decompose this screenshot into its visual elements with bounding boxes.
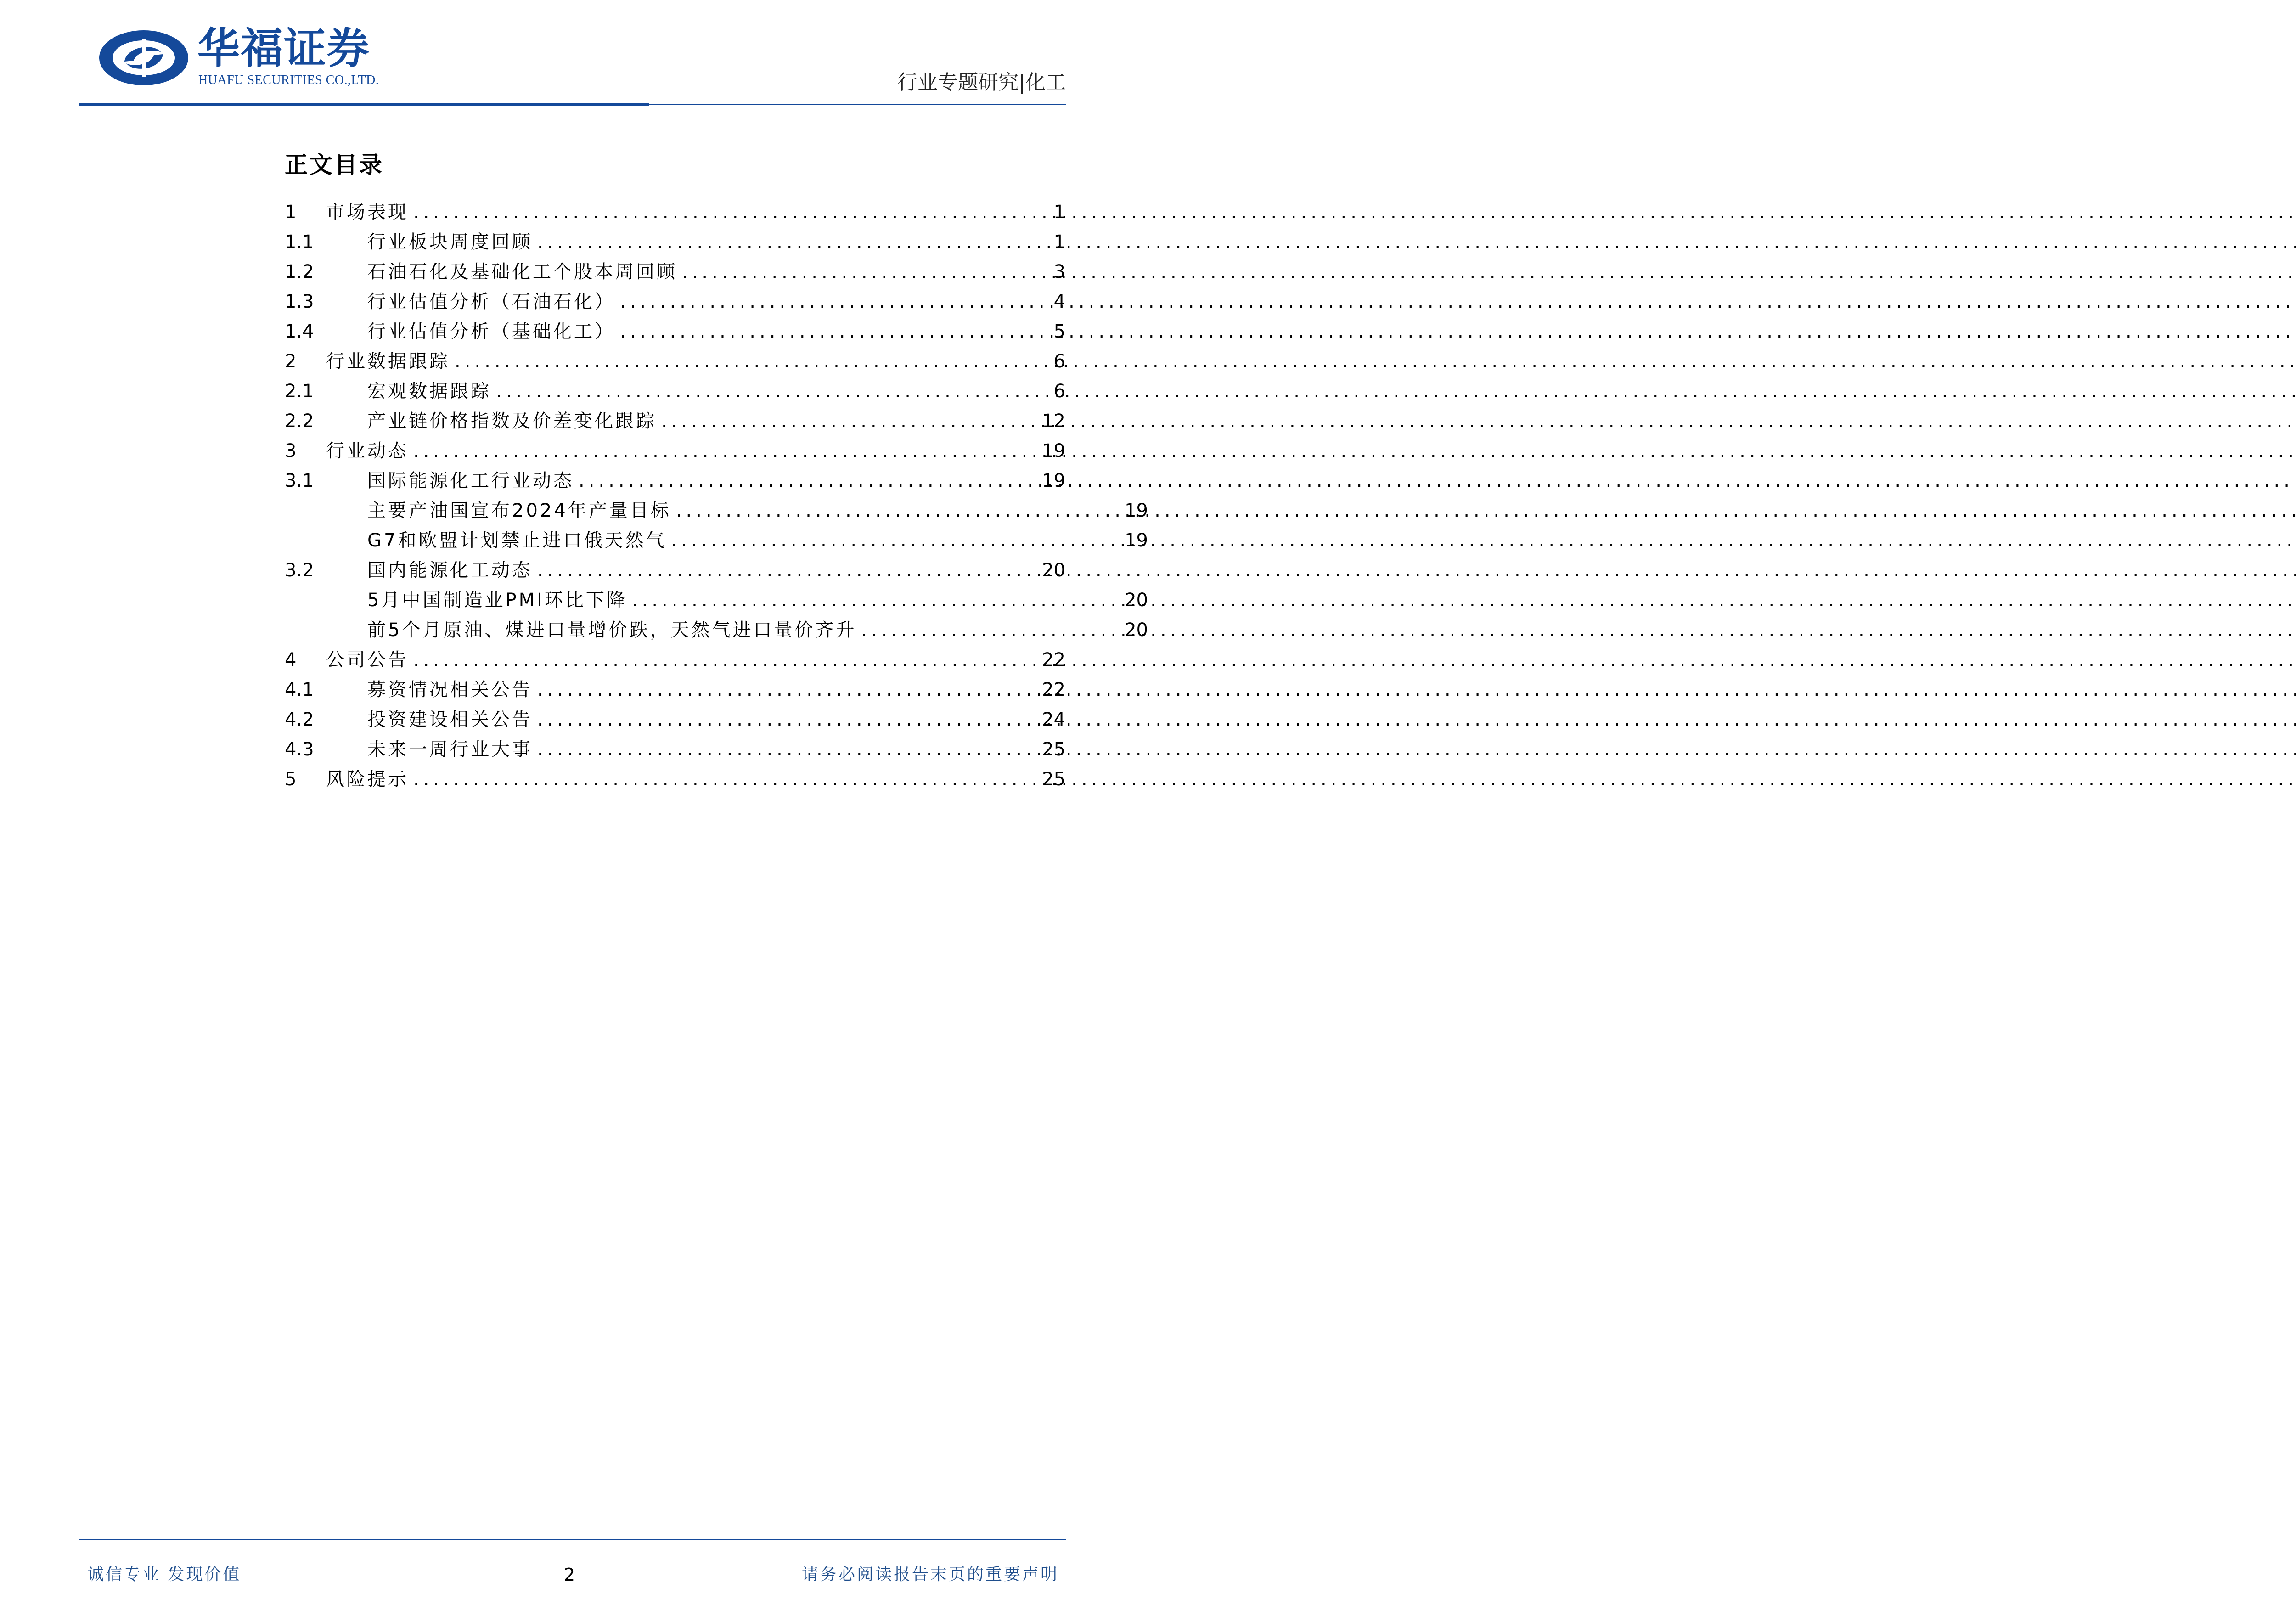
toc-entry-number: 4 bbox=[285, 649, 297, 670]
toc-entry[interactable] bbox=[285, 287, 1065, 317]
toc-entry-page: 1 bbox=[1053, 202, 1065, 223]
toc-entry-number: 1.2 bbox=[285, 261, 314, 282]
toc-leader-dots bbox=[455, 347, 1049, 377]
toc-entry[interactable] bbox=[285, 406, 1065, 436]
toc-leader-dots bbox=[537, 675, 1038, 705]
toc-entry-title: 行业估值分析（基础化工） bbox=[367, 321, 615, 342]
toc-entry[interactable] bbox=[285, 765, 1065, 794]
toc-entry[interactable] bbox=[285, 436, 1065, 466]
toc-entry-title: 行业数据跟踪 bbox=[326, 351, 450, 372]
toc-entry-page: 6 bbox=[1053, 351, 1065, 372]
toc-entry-page: 22 bbox=[1042, 679, 1065, 700]
toc-entry-number: 1.1 bbox=[285, 231, 314, 253]
toc-entry-title: 主要产油国宣布2024年产量目标 bbox=[367, 500, 671, 521]
footer-divider bbox=[79, 1539, 1066, 1540]
toc-entry-page: 19 bbox=[1042, 470, 1065, 491]
toc-entry-number: 5 bbox=[285, 769, 297, 790]
toc-entry[interactable] bbox=[285, 377, 1065, 406]
toc-entry-page: 20 bbox=[1125, 590, 1148, 611]
toc-entry-page: 25 bbox=[1042, 769, 1065, 790]
toc-entry-title: 行业动态 bbox=[326, 440, 409, 462]
toc-entry-number: 1.4 bbox=[285, 321, 314, 342]
toc-entry-title: 公司公告 bbox=[326, 649, 409, 670]
toc-entry-page: 19 bbox=[1125, 500, 1148, 521]
toc-leader-dots bbox=[413, 645, 1038, 675]
toc-leader-dots bbox=[413, 197, 1049, 227]
toc-entry-title: 宏观数据跟踪 bbox=[367, 381, 491, 402]
footer-disclaimer: 请务必阅读报告末页的重要声明 bbox=[801, 1565, 1059, 1584]
toc-entry-number: 2 bbox=[285, 351, 297, 372]
company-name-cn: 华福证券 bbox=[197, 23, 371, 73]
toc-entry-number: 2.2 bbox=[285, 411, 314, 432]
report-type: 行业专题研究|化工 bbox=[897, 71, 1066, 94]
toc-entry[interactable] bbox=[285, 197, 1065, 227]
toc-entry-title: 前5个月原油、煤进口量增价跌，天然气进口量价齐升 bbox=[367, 620, 857, 641]
toc-entry-title: 未来一周行业大事 bbox=[367, 739, 533, 760]
toc-entry-number: 1 bbox=[285, 202, 297, 223]
toc-entry-page: 19 bbox=[1125, 530, 1148, 551]
toc-entry-page: 5 bbox=[1053, 321, 1065, 342]
toc-entry-page: 25 bbox=[1042, 739, 1065, 760]
toc-entry-title: 市场表现 bbox=[326, 202, 409, 223]
toc-leader-dots bbox=[671, 526, 1121, 556]
toc-entry-page: 4 bbox=[1053, 291, 1065, 312]
toc-entry-page: 20 bbox=[1042, 560, 1065, 581]
toc-entry-title: 国内能源化工动态 bbox=[367, 560, 533, 581]
toc-entry[interactable] bbox=[285, 675, 1065, 705]
toc-entry-page: 19 bbox=[1042, 440, 1065, 462]
toc-leader-dots bbox=[537, 227, 1049, 257]
toc-entry-title: 石油石化及基础化工个股本周回顾 bbox=[367, 261, 677, 282]
toc-entry-number: 3.1 bbox=[285, 470, 314, 491]
toc-entry[interactable] bbox=[285, 735, 1065, 765]
toc-leader-dots bbox=[661, 406, 1038, 436]
toc-leader-dots bbox=[682, 257, 1049, 287]
toc-leader-dots bbox=[413, 436, 1038, 466]
toc-entry-number: 3 bbox=[285, 440, 297, 462]
toc-entry-number: 4.1 bbox=[285, 679, 314, 700]
toc-leader-dots bbox=[537, 705, 1038, 735]
toc-entry[interactable] bbox=[285, 257, 1065, 287]
toc-entry-title: 行业板块周度回顾 bbox=[367, 231, 533, 253]
toc-leader-dots bbox=[620, 317, 1049, 347]
toc-leader-dots bbox=[496, 377, 1049, 406]
toc-entry[interactable] bbox=[285, 526, 1148, 556]
toc-entry-page: 1 bbox=[1053, 231, 1065, 253]
toc-entry[interactable] bbox=[285, 347, 1065, 377]
toc-entry-title: 募资情况相关公告 bbox=[367, 679, 533, 700]
toc-entry[interactable] bbox=[285, 556, 1065, 586]
toc-entry[interactable] bbox=[285, 466, 1065, 496]
toc-entry-page: 22 bbox=[1042, 649, 1065, 670]
toc-entry-page: 6 bbox=[1053, 381, 1065, 402]
toc-entry-number: 3.2 bbox=[285, 560, 314, 581]
toc-entry[interactable] bbox=[285, 615, 1148, 645]
toc-entry-title: G7和欧盟计划禁止进口俄天然气 bbox=[367, 530, 667, 551]
toc-entry[interactable] bbox=[285, 227, 1065, 257]
toc-entry-page: 24 bbox=[1042, 709, 1065, 730]
toc-entry-title: 行业估值分析（石油石化） bbox=[367, 291, 615, 312]
toc-leader-dots bbox=[537, 735, 1038, 765]
page-number: 2 bbox=[563, 1565, 575, 1585]
toc-entry[interactable] bbox=[285, 586, 1148, 615]
header-divider bbox=[79, 103, 649, 106]
toc-leader-dots bbox=[676, 496, 1121, 526]
toc-entry-number: 2.1 bbox=[285, 381, 314, 402]
toc-entry[interactable] bbox=[285, 496, 1148, 526]
toc-entry-title: 国际能源化工行业动态 bbox=[367, 470, 574, 491]
toc-leader-dots bbox=[579, 466, 1038, 496]
toc-leader-dots bbox=[537, 556, 1038, 586]
toc-title: 正文目录 bbox=[285, 151, 384, 178]
toc-entry[interactable] bbox=[285, 705, 1065, 735]
toc-entry-page: 20 bbox=[1125, 620, 1148, 641]
footer-slogan: 诚信专业 发现价值 bbox=[87, 1565, 242, 1584]
toc-entry-number: 4.3 bbox=[285, 739, 314, 760]
toc-entry-number: 1.3 bbox=[285, 291, 314, 312]
toc-entry-page: 12 bbox=[1042, 411, 1065, 432]
toc-leader-dots bbox=[632, 586, 1121, 615]
toc-entry-title: 投资建设相关公告 bbox=[367, 709, 533, 730]
toc-entry-number: 4.2 bbox=[285, 709, 314, 730]
toc-leader-dots bbox=[861, 615, 1121, 645]
toc-entry-title: 产业链价格指数及价差变化跟踪 bbox=[367, 411, 657, 432]
toc-entry[interactable] bbox=[285, 317, 1065, 347]
toc-entry-title: 5月中国制造业PMI环比下降 bbox=[367, 590, 627, 611]
toc-leader-dots bbox=[620, 287, 1049, 317]
toc-entry[interactable] bbox=[285, 645, 1065, 675]
toc-entry-page: 3 bbox=[1053, 261, 1065, 282]
company-logo-icon bbox=[98, 28, 190, 87]
toc-entry-title: 风险提示 bbox=[326, 769, 409, 790]
header-divider-thin bbox=[649, 104, 1066, 105]
company-name-en: HUAFU SECURITIES CO.,LTD. bbox=[198, 73, 379, 87]
toc-leader-dots bbox=[413, 765, 1038, 794]
